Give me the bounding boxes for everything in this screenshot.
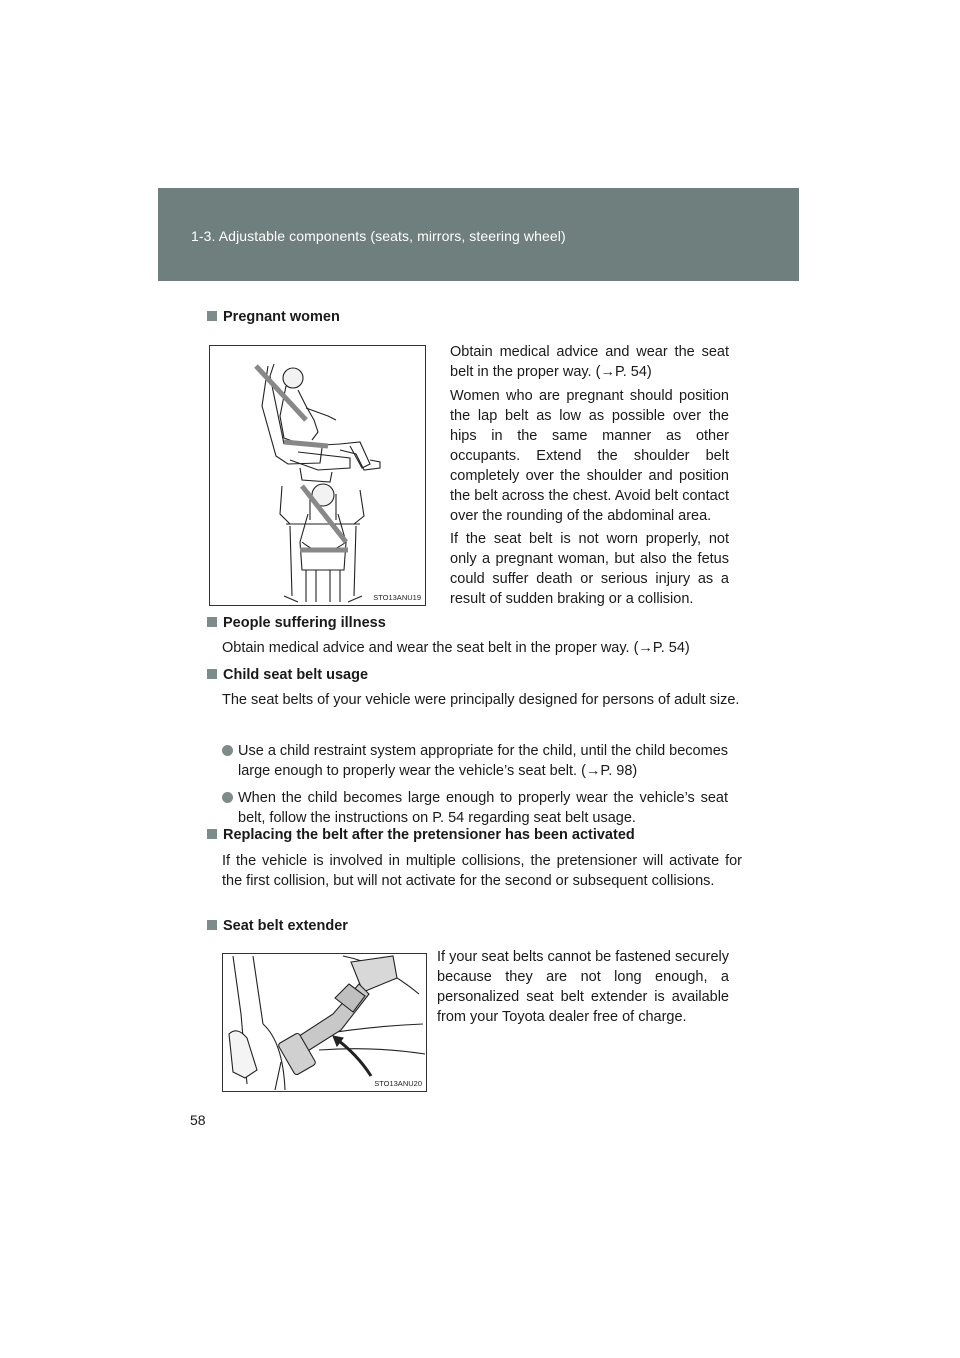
heading-replacing-belt xyxy=(207,827,635,843)
round-bullet-icon xyxy=(222,792,233,803)
square-bullet-icon xyxy=(207,669,217,679)
heading-illness-text: People suffering illness xyxy=(223,615,386,631)
heading-extender-text: Seat belt extender xyxy=(223,918,348,934)
child-bullet-1 xyxy=(222,741,728,783)
extender-figure-svg xyxy=(223,954,426,1091)
heading-child-seat-belt-usage xyxy=(207,667,368,683)
square-bullet-icon xyxy=(207,311,217,321)
illness-paragraph: Obtain medical advice and wear the seat belt in the proper way. (→P. 54) xyxy=(222,640,690,656)
heading-child-text: Child seat belt usage xyxy=(223,667,369,683)
heading-seat-belt-extender xyxy=(207,918,348,934)
pregnant-paragraph-3: If the seat belt is not worn properly, not only a pregnant woman, but also the fetus could suffer death or serious injury as a result of sudden braking or a collision. xyxy=(450,531,729,607)
pregnant-woman-figure-svg xyxy=(210,346,425,605)
page-number: 58 xyxy=(190,1112,206,1128)
figure-code: STO13ANU19 xyxy=(373,593,421,602)
square-bullet-icon xyxy=(207,920,217,930)
round-bullet-icon xyxy=(222,745,233,756)
pregnant-paragraph-2: Women who are pregnant should position the lap belt as low as possible over the hips in the same manner as other occupants. Extend the shoulder belt completely over the shoulder and position the belt across the chest. Avoid belt contact over the rounding of the abdominal area. xyxy=(450,388,729,524)
child-bullet-2 xyxy=(222,788,728,830)
pregnant-woman-illustration xyxy=(209,345,426,606)
heading-pregnant-women xyxy=(207,309,340,325)
pregnant-paragraph-1: Obtain medical advice and wear the seat belt in the proper way. (→P. 54) xyxy=(450,344,729,380)
figure-code: STO13ANU20 xyxy=(374,1079,422,1088)
replacing-paragraph: If the vehicle is involved in multiple collisions, the pretensioner will activate for the first collision, but will not activate for the second or subsequent collisions. xyxy=(222,853,742,889)
seat-belt-extender-illustration xyxy=(222,953,427,1092)
section-breadcrumb: 1-3. Adjustable components (seats, mirrors, steering wheel) xyxy=(191,228,566,244)
heading-people-suffering-illness xyxy=(207,615,386,631)
heading-pregnant-women-text: Pregnant women xyxy=(223,309,340,325)
child-bullet-2-text: When the child becomes large enough to properly wear the vehicle’s seat belt, follow the instructions on P. 54 regarding seat belt usage. xyxy=(238,790,728,826)
child-bullet-1-text: Use a child restraint system appropriate for the child, until the child becomes large enough to properly wear the vehicle’s seat belt. (→P. 98) xyxy=(238,743,729,779)
square-bullet-icon xyxy=(207,829,217,839)
extender-paragraph: If your seat belts cannot be fastened securely because they are not long enough, a personalized seat belt extender is available from your Toyota dealer free of charge. xyxy=(437,949,729,1025)
square-bullet-icon xyxy=(207,617,217,627)
child-paragraph: The seat belts of your vehicle were principally designed for persons of adult size. xyxy=(222,692,740,708)
heading-replacing-text: Replacing the belt after the pretensioner has been activated xyxy=(223,827,635,843)
